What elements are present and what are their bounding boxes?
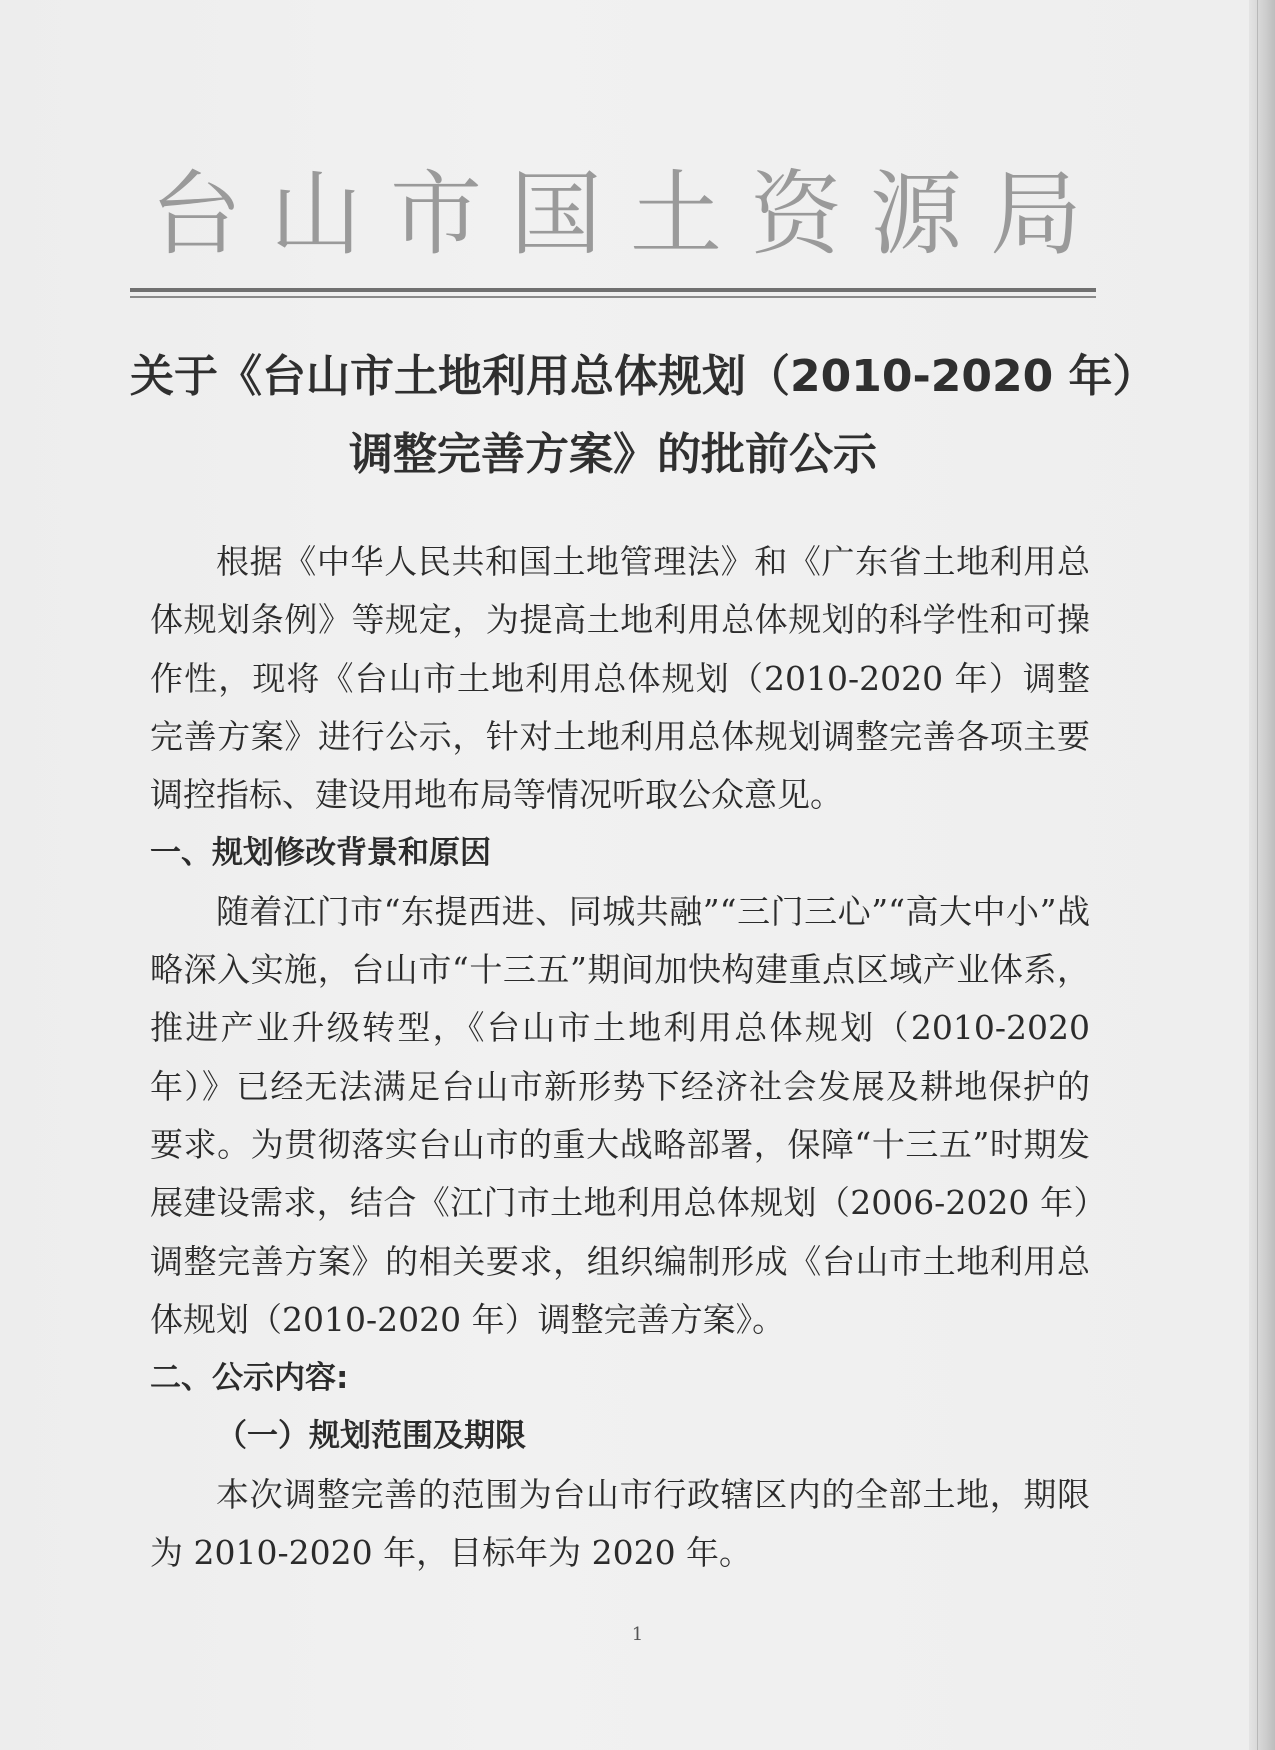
document-body	[150, 533, 1090, 1582]
scan-edge-shadow	[1249, 0, 1275, 1750]
subsection-1-heading: （一）规划范围及期限	[216, 1418, 526, 1455]
document-title-line-2: 调整完善方案》的批前公示	[349, 429, 877, 480]
section-1-paragraph: 随着江门市“东提西进、同城共融”“三门三心”“高大中小”战略深入实施，台山市“十三五”期间加快构建重点区域产业体系，推进产业升级转型，《台山市土地利用总体规划（2010-2020 年）》已经无法满足台山市新形势下经济社会发展及耕地保护的要求。为贯彻落实台山市的重大战略部署，保障“十三五”时期发展建设需求，结合《江门市土地利用总体规划（2006-2020 年）调整完善方案》的相关要求，组织编制形成《台山市土地利用总体规划（2010-2020 年）调整完善方案》。	[150, 891, 1090, 1339]
section-2-heading: 二、公示内容:	[150, 1360, 349, 1397]
section-1-heading: 一、规划修改背景和原因	[150, 835, 491, 872]
issuing-organization-header: 台山市国土资源局	[150, 161, 1111, 268]
subsection-1-paragraph: 本次调整完善的范围为台山市行政辖区内的全部土地，期限为 2010-2020 年，目标年为 2020 年。	[150, 1474, 1090, 1573]
intro-paragraph: 根据《中华人民共和国土地管理法》和《广东省土地利用总体规划条例》等规定，为提高土地利用总体规划的科学性和可操作性，现将《台山市土地利用总体规划（2010-2020 年）调整完善方案》进行公示，针对土地利用总体规划调整完善各项主要调控指标、建设用地布局等情况听取公众意见。	[150, 542, 1090, 815]
document-title	[130, 338, 1157, 494]
page-number: 1	[631, 1624, 644, 1645]
header-rule-thin	[130, 296, 1096, 298]
header-rule-thick	[130, 288, 1096, 292]
document-title-line-1: 关于《台山市土地利用总体规划（2010-2020 年）	[130, 351, 1157, 402]
